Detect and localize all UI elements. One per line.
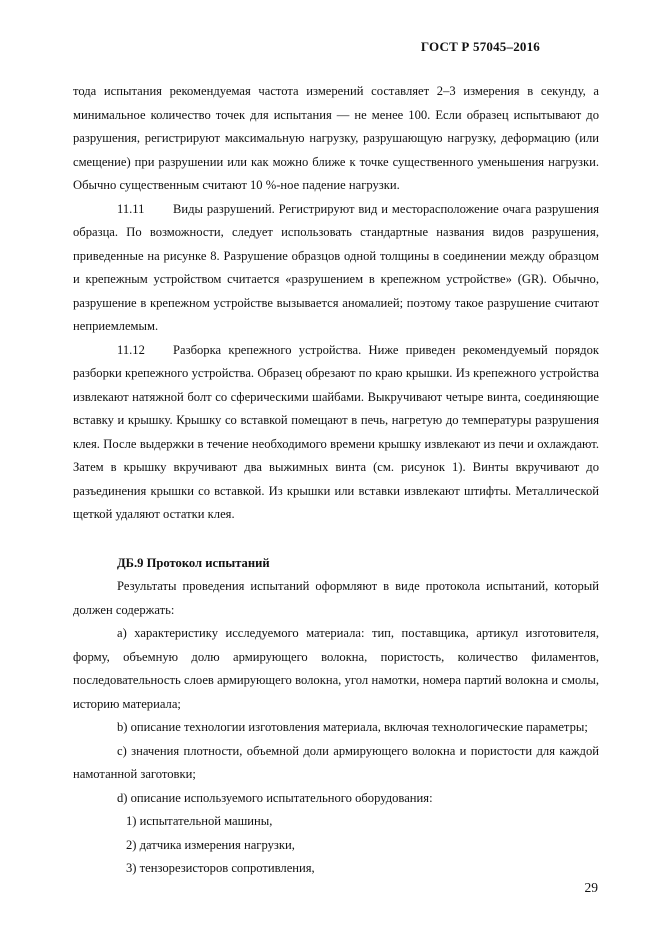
section-title: ДБ.9 Протокол испытаний <box>117 555 270 570</box>
sub-list-item: 1) испытательной машины, <box>126 814 273 828</box>
page-number: 29 <box>584 880 598 895</box>
intro-paragraph: тода испытания рекомендуемая частота измерений составляет 2–3 измерения в секунду, а минимальное количество точек для испытания — не менее 100. Если образец испытывают до разрушения, регистрируют максимальную нагрузку, разрушающую нагрузку, деформацию (или смещение) при разрушении или как можно ближе к точке существенного уменьшения нагрузки. Обычно существенным считают 10 %-ное падение нагрузки. <box>73 84 599 192</box>
body-text <box>73 80 599 881</box>
list-item: d) описание используемого испытательного оборудования: <box>117 790 433 805</box>
list-item: b) описание технологии изготовления материала, включая технологические параметры; <box>117 720 588 734</box>
clause-number: 11.12 <box>117 342 145 357</box>
list-item: а) характеристику исследуемого материала: тип, поставщика, артикул изготовителя, форму, объемную долю армирующего волокна, пористость, количество филаментов, последовательность слоев армирующего волокна, угол намотки, номера партий волокна и смолы, историю материала; <box>73 626 599 711</box>
sub-list-item: 3) тензорезисторов сопротивления, <box>126 861 315 875</box>
list-item: с) значения плотности, объемной доли армирующего волокна и пористости для каждой намотанной заготовки; <box>73 743 599 781</box>
section-intro: Результаты проведения испытаний оформляют в виде протокола испытаний, который должен содержать: <box>73 579 599 617</box>
clause-number: 11.11 <box>117 201 145 216</box>
clause-11-11 <box>73 198 599 339</box>
sub-list-item: 2) датчика измерения нагрузки, <box>126 837 295 852</box>
section-spacer <box>73 527 599 552</box>
standard-header: ГОСТ Р 57045–2016 <box>420 39 540 54</box>
clause-text: Виды разрушений. Регистрируют вид и месторасположение очага разрушения образца. По возможности, следует использовать стандартные названия видов разрушения, приведенные на рисунке 8. Разрушение образцов одной толщины в соединении между образцом и крепежным устройством считается «разрушением в крепежном устройстве» (GR). Обычно, разрушение в крепежном устройстве вызывается аномалией; поэтому такое разрушение считают неприемлемым. <box>73 201 599 333</box>
clause-11-12 <box>73 339 599 527</box>
clause-text: Разборка крепежного устройства. Ниже приведен рекомендуемый порядок разборки крепежного устройства. Образец обрезают по краю крышки. Из крепежного устройства извлекают натяжной болт со сферическими шайбами. Выкручивают четыре винта, соединяющие вставку и крышку. Крышку со вставкой помещают в печь, нагретую до температуры разрушения клея. После выдержки в течение необходимого времени крышку извлекают из печи и охлаждают. Затем в крышку вкручивают два выжимных винта (см. рисунок 1). Винты вкручивают до разъединения крышки со вставкой. Из крышки или вставки извлекают штифты. Металлической щеткой удаляют остатки клея. <box>73 342 599 521</box>
